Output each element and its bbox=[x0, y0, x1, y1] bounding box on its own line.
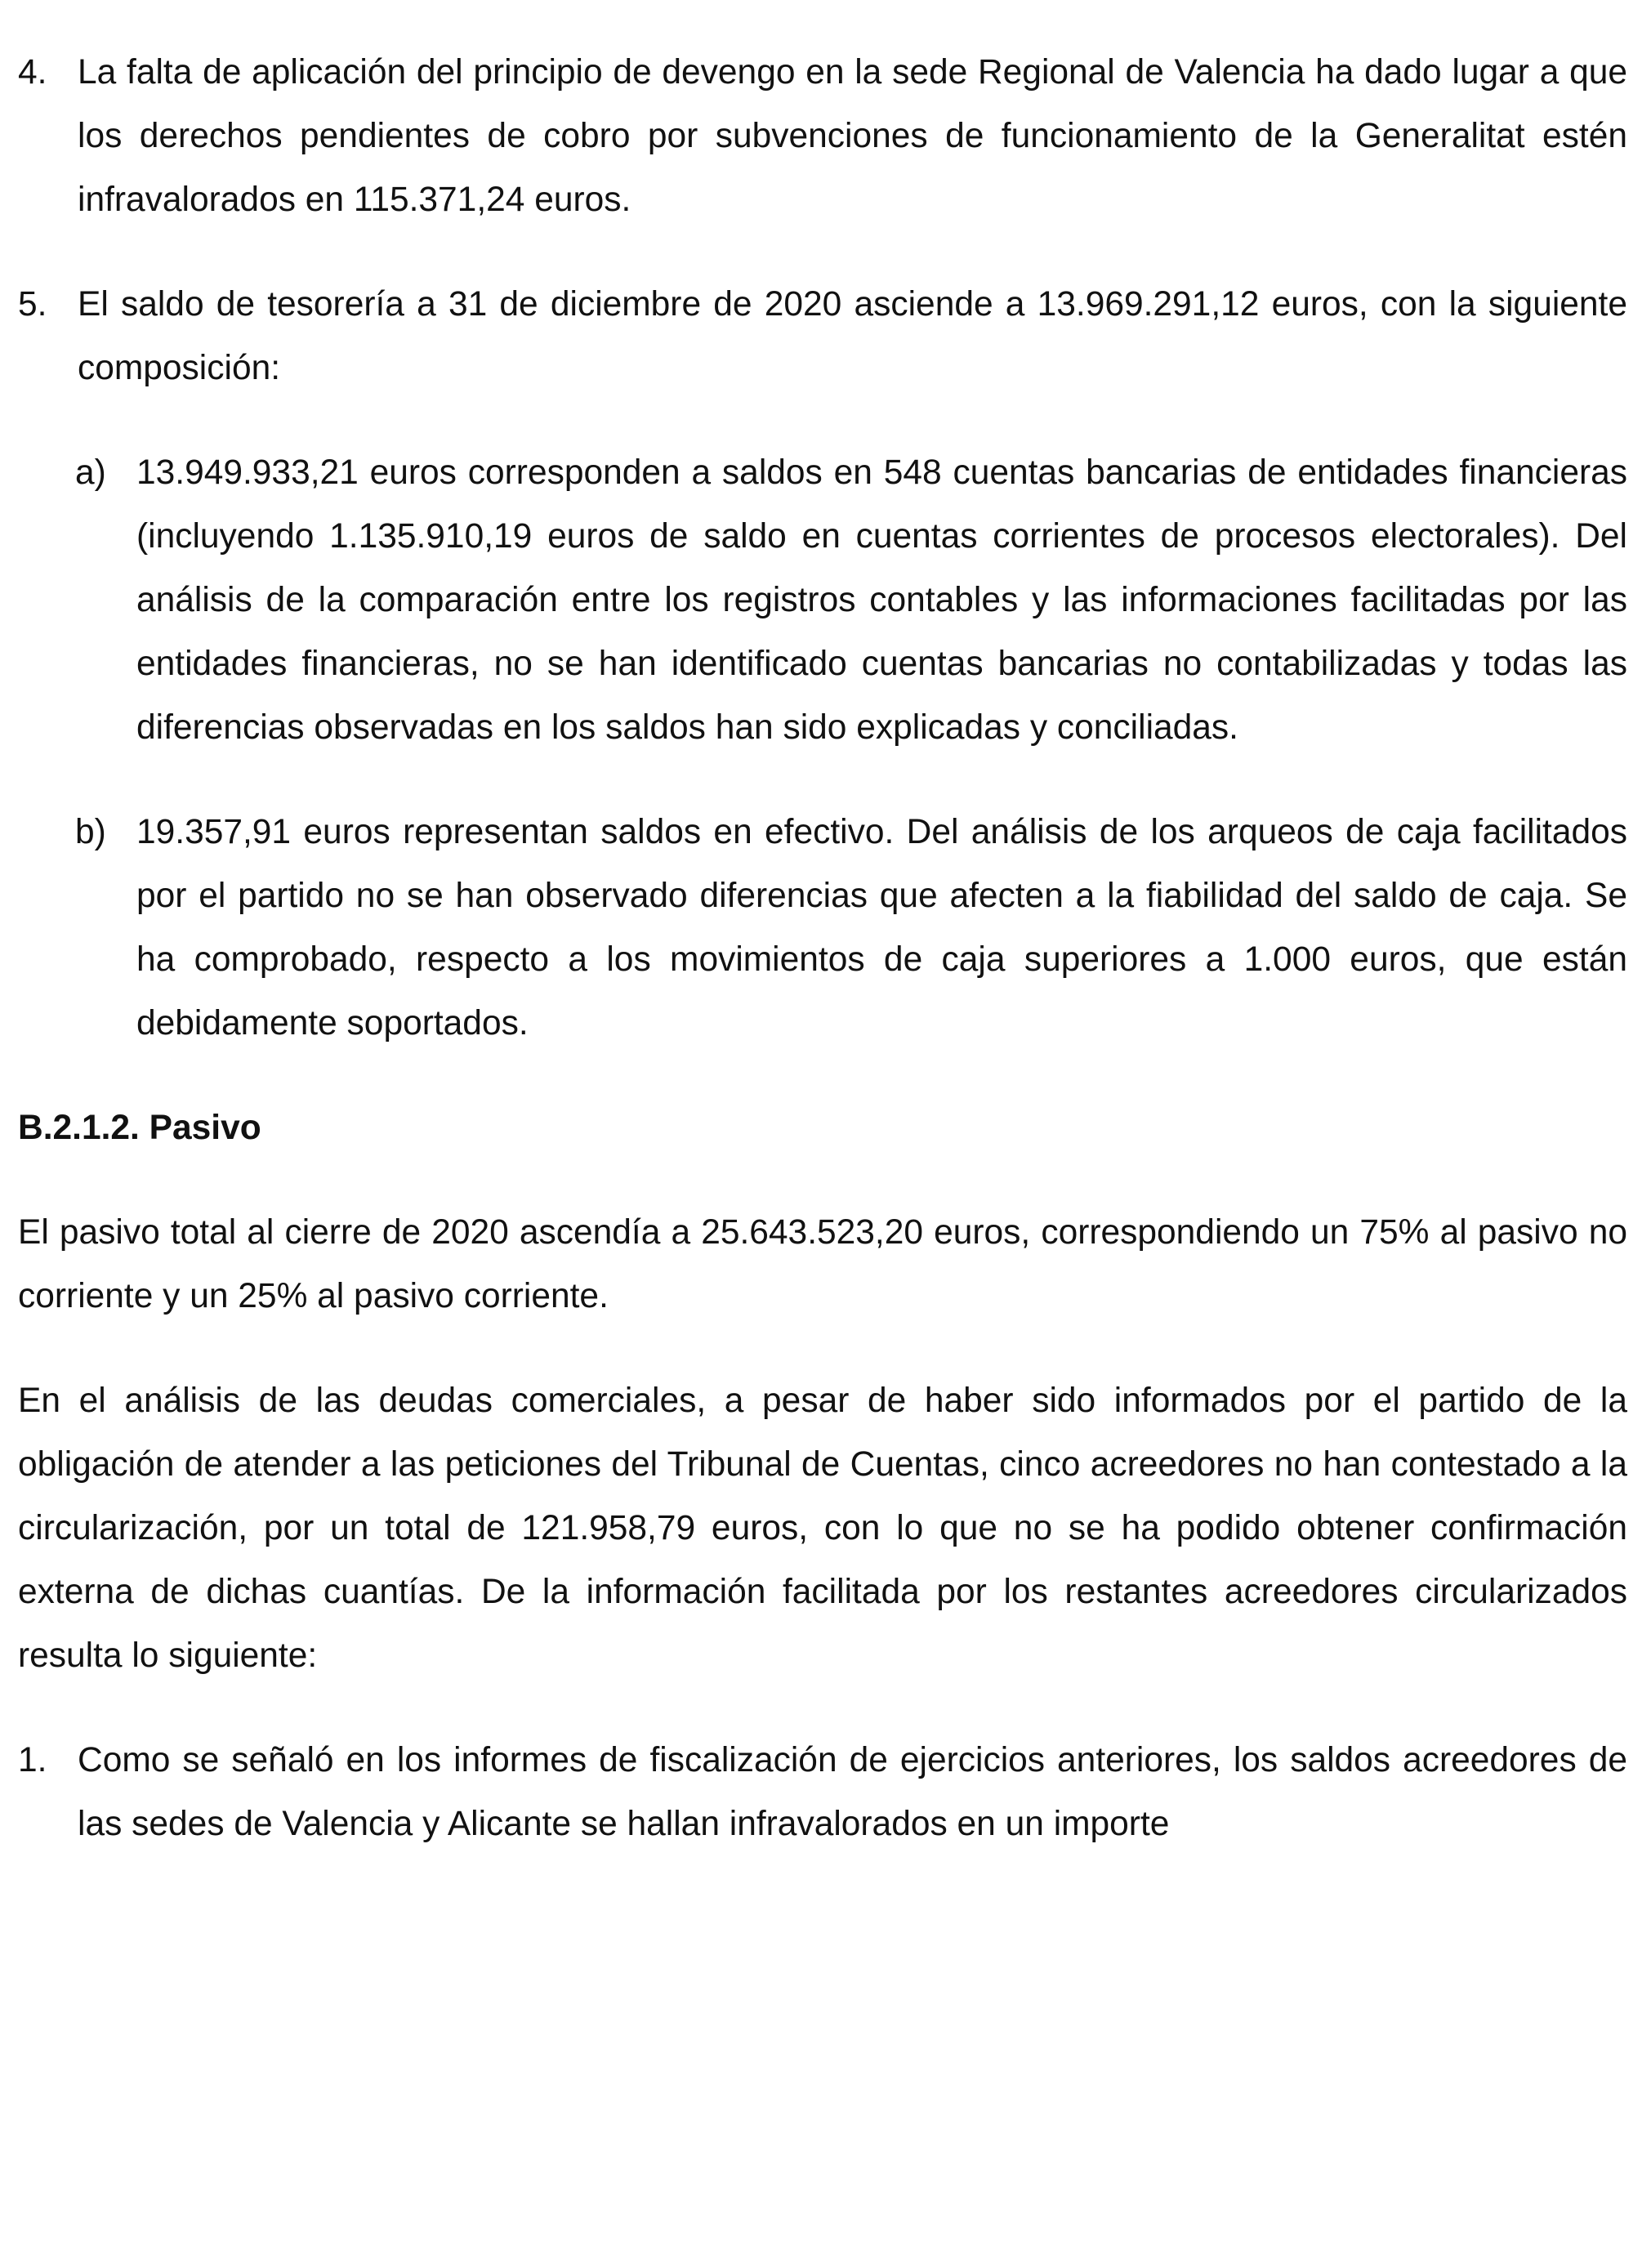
spacer bbox=[18, 760, 1627, 801]
list-marker: 4. bbox=[18, 53, 47, 92]
sub-item-marker: a) bbox=[75, 453, 106, 492]
spacer bbox=[18, 1688, 1627, 1729]
paragraph-deudas-comerciales: En el análisis de las deudas comerciales, a pesar de haber sido informados por el partido de la obligación de atender a las peticiones del Tribunal de Cuentas, cinco acreedores no han contestado a la circularización, por un total de 121.958,79 euros, con lo que no se ha podido obtener confirmación externa de dichas cuantías. De la información facilitada por los restantes acreedores circularizados resulta lo siguiente: bbox=[18, 1382, 1627, 1675]
list-item-1 bbox=[18, 1729, 1627, 1856]
list-item-text: Como se señaló en los informes de fiscalización de ejercicios anteriores, los saldos acreedores de las sedes de Valencia y Alicante se hallan infravalorados en un importe bbox=[78, 1741, 1627, 1843]
list-item-text: El saldo de tesorería a 31 de diciembre de 2020 asciende a 13.969.291,12 euros, con la siguiente composición: bbox=[78, 285, 1627, 387]
sub-item-a bbox=[18, 441, 1627, 760]
list-marker: 1. bbox=[18, 1741, 47, 1779]
list-item-4 bbox=[18, 41, 1627, 232]
sub-item-b bbox=[18, 801, 1627, 1056]
spacer bbox=[18, 1056, 1627, 1096]
spacer bbox=[18, 1160, 1627, 1201]
section-heading: B.2.1.2. Pasivo bbox=[18, 1109, 261, 1147]
list-item-5 bbox=[18, 273, 1627, 400]
sub-item-text: 19.357,91 euros representan saldos en efectivo. Del análisis de los arqueos de caja facilitados por el partido no se han observado diferencias que afecten a la fiabilidad del saldo de caja. Se ha comprobado, respecto a los movimientos de caja superiores a 1.000 euros, que están debidamente soportados. bbox=[136, 813, 1627, 1042]
spacer bbox=[18, 400, 1627, 441]
sub-item-marker: b) bbox=[75, 813, 106, 851]
list-item-text: La falta de aplicación del principio de devengo en la sede Regional de Valencia ha dado lugar a que los derechos pendientes de cobro por subvenciones de funcionamiento de la Generalitat estén infravalorados en 115.371,24 euros. bbox=[78, 53, 1627, 219]
paragraph-pasivo-total: El pasivo total al cierre de 2020 ascendía a 25.643.523,20 euros, correspondiendo un 75% al pasivo no corriente y un 25% al pasivo corriente. bbox=[18, 1213, 1627, 1315]
list-marker: 5. bbox=[18, 285, 47, 324]
sub-item-text: 13.949.933,21 euros corresponden a saldos en 548 cuentas bancarias de entidades financieras (incluyendo 1.135.910,19 euros de saldo en cuentas corrientes de procesos electorales). Del análisis de la comparación entre los registros contables y las informaciones facilitadas por las entidades financieras, no se han identificado cuentas bancarias no contabilizadas y todas las diferencias observadas en los saldos han sido explicadas y conciliadas. bbox=[136, 453, 1627, 747]
spacer bbox=[18, 232, 1627, 273]
spacer bbox=[18, 1328, 1627, 1369]
document-page bbox=[18, 41, 1627, 1856]
